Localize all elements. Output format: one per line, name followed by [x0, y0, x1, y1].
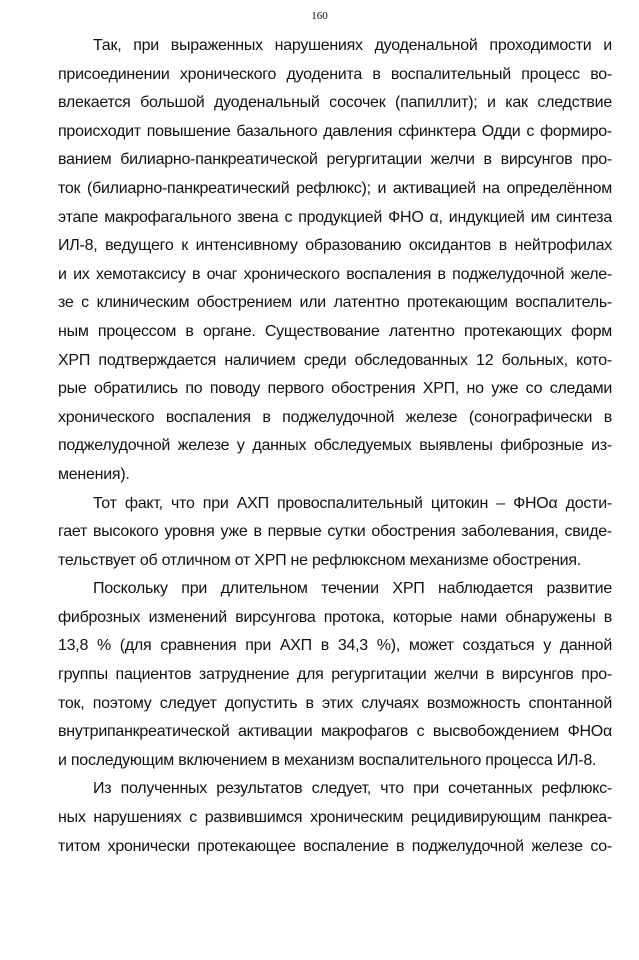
text-line: зе с клиническим обострением или латентно протекающим воспалитель-	[58, 294, 612, 312]
text-line: менения).	[58, 465, 130, 483]
paragraph-3	[58, 575, 612, 775]
text-line: Поскольку при длительном течении ХРП наблюдается развитие	[93, 580, 612, 598]
text-line: рые обратились по поводу первого обострения ХРП, но уже со следами	[58, 380, 612, 398]
text-line: фиброзных изменений вирсунгова протока, которые нами обнаружены в	[58, 608, 612, 626]
text-line: и последующим включением в механизм воспалительного процесса ИЛ-8.	[58, 751, 597, 769]
text-line: Так, при выраженных нарушениях дуоденальной проходимости и	[93, 37, 612, 54]
text-line: группы пациентов затруднение для регургитации желчи в вирсунгов про-	[58, 666, 612, 684]
document-body	[58, 32, 612, 861]
text-line: гает высокого уровня уже в первые сутки обострения заболевания, свиде-	[58, 523, 612, 541]
text-line: ИЛ-8, ведущего к интенсивному образованию оксидантов в нейтрофилах	[58, 237, 612, 255]
text-line: происходит повышение базального давления сфинктера Одди с формиро-	[58, 122, 612, 140]
paragraph-1	[58, 32, 612, 490]
text-line: присоединении хронического дуоденита в воспалительный процесс во-	[58, 65, 612, 83]
paragraph-4	[58, 775, 612, 861]
text-line: тельствует об отличном от ХРП не рефлюксном механизме обострения.	[58, 551, 581, 569]
page-number: 160	[311, 10, 328, 22]
text-line: титом хронически протекающее воспаление в поджелудочной железе со-	[58, 837, 612, 855]
text-line: ток (билиарно-панкреатический рефлюкс); и активацией на определённом	[58, 179, 612, 197]
text-line: ных нарушениях с развившимся хроническим рецидивирующим панкреа-	[58, 809, 612, 827]
text-line: ХРП подтверждается наличием среди обследованных 12 больных, кото-	[58, 351, 612, 369]
text-line: влекается большой дуоденальный сосочек (папиллит); и как следствие	[58, 94, 612, 112]
text-line: поджелудочной железе у данных обследуемых выявлены фиброзные из-	[58, 437, 612, 455]
text-line: ток, поэтому следует допустить в этих случаях возможность спонтанной	[58, 694, 612, 712]
text-line: и их хемотаксису в очаг хронического воспаления в поджелудочной желе-	[58, 265, 612, 283]
paragraph-2	[58, 490, 612, 576]
text-line: хронического воспаления в поджелудочной железе (сонографически в	[58, 408, 612, 426]
text-line: ванием билиарно-панкреатической регургитации желчи в вирсунгов про-	[58, 151, 612, 169]
text-line: ным процессом в органе. Существование латентно протекающих форм	[58, 322, 612, 340]
text-line: Из полученных результатов следует, что при сочетанных рефлюкс-	[93, 780, 612, 798]
text-line: Тот факт, что при АХП провоспалительный цитокин – ФНОα дости-	[93, 494, 612, 512]
text-line: внутрипанкреатической активации макрофагов с высвобождением ФНОα	[58, 723, 612, 741]
text-line: этапе макрофагального звена с продукцией ФНО α, индукцией им синтеза	[58, 208, 612, 226]
text-line: 13,8 % (для сравнения при АХП в 34,3 %), может создаться у данной	[58, 637, 612, 655]
